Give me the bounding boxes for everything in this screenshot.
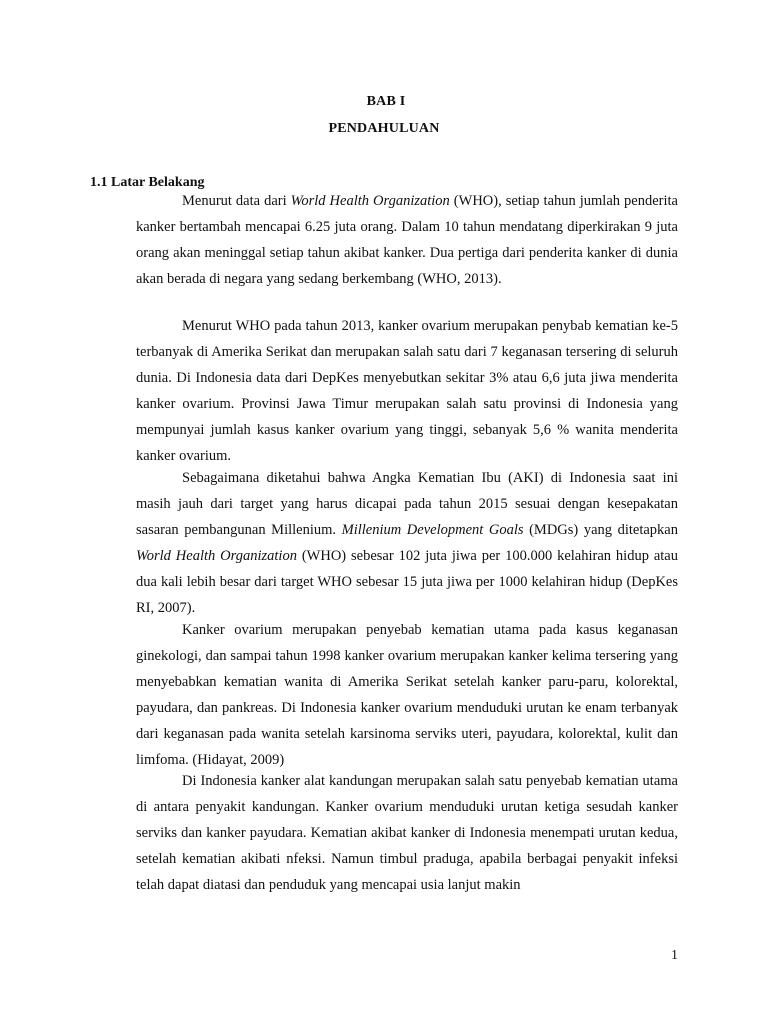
paragraph-3 <box>136 465 678 621</box>
text-run: (WHO) sebesar 102 juta jiwa per 100.000 kelahiran hidup atau dua kali lebih besar dari target WHO sebesar 15 juta jiwa per 1000 kelahiran hidup (DepKes RI, 2007). <box>136 548 678 616</box>
section-heading: 1.1 Latar Belakang <box>90 175 205 190</box>
text-run: Menurut data dari <box>182 193 291 209</box>
text-run: Kanker ovarium merupakan penyebab kematian utama pada kasus keganasan ginekologi, dan sampai tahun 1998 kanker ovarium merupakan kanker kelima tersering yang menyebabkan kematian wanita di Amerika Serikat setelah kanker paru-paru, kolorektal, payudara, dan pankreas. Di Indonesia kanker ovarium menduduki urutan ke enam terbanyak dari keganasan pada wanita setelah karsinoma serviks uteri, payudara, kolorektal, kulit dan limfoma. (Hidayat, 2009) <box>136 622 678 768</box>
text-run: Sebagaimana diketahui bahwa Angka Kematian Ibu (AKI) di Indonesia saat ini masih jauh dari target yang harus dicapai pada tahun 2015 sesuai dengan kesepakatan sasaran pembangunan Millenium. <box>136 470 678 538</box>
paragraph-5 <box>136 768 678 898</box>
text-run: (WHO), setiap tahun jumlah penderita kanker bertambah mencapai 6.25 juta orang. Dalam 10 tahun mendatang diperkirakan 9 juta orang akan meninggal setiap tahun akibat kanker. Dua pertiga dari penderita kanker di dunia akan berada di negara yang sedang berkembang (WHO, 2013). <box>136 193 678 287</box>
italic-term: World Health Organization <box>290 193 450 209</box>
paragraph-1 <box>136 188 678 292</box>
italic-term: World Health Organization <box>136 548 297 564</box>
chapter-label: BAB I <box>366 94 406 109</box>
italic-term: Millenium Development Goals <box>341 522 524 538</box>
chapter-title: PENDAHULUAN <box>328 121 440 136</box>
paragraph-4 <box>136 617 678 773</box>
page-number: 1 <box>671 948 678 963</box>
text-run: Di Indonesia kanker alat kandungan merupakan salah satu penyebab kematian utama di antara penyakit kandungan. Kanker ovarium menduduki urutan ketiga sesudah kanker serviks dan kanker payudara. Kematian akibat kanker di Indonesia menempati urutan kedua, setelah kematian akibati nfeksi. Namun timbul praduga, apabila berbagai penyakit infeksi telah dapat diatasi dan penduduk yang mencapai usia lanjut makin <box>136 773 678 893</box>
text-run: (MDGs) yang ditetapkan <box>523 522 678 538</box>
text-run: Menurut WHO pada tahun 2013, kanker ovarium merupakan penybab kematian ke-5 terbanyak di Amerika Serikat dan merupakan salah satu dari 7 keganasan tersering di seluruh dunia. Di Indonesia data dari DepKes menyebutkan sekitar 3% atau 6,6 juta jiwa menderita kanker ovarium. Provinsi Jawa Timur merupakan salah satu provinsi di Indonesia yang mempunyai jumlah kasus kanker ovarium yang tinggi, sebanyak 5,6 % wanita menderita kanker ovarium. <box>136 318 678 464</box>
paragraph-2 <box>136 313 678 469</box>
